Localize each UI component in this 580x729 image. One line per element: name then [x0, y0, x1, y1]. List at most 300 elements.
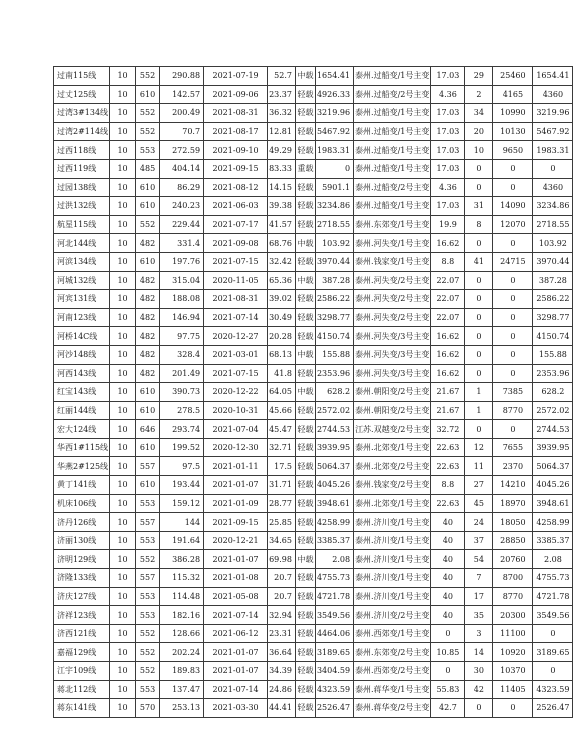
table-cell: 2020-12-27 — [204, 327, 268, 346]
table-row — [54, 494, 573, 513]
table-cell: 泰州.过船变/1号主变 — [354, 141, 431, 160]
table-cell: 253.13 — [160, 699, 204, 718]
table-cell: 10 — [110, 513, 136, 532]
table-cell: 30 — [465, 662, 493, 681]
table-cell: 64.05 — [268, 383, 296, 402]
table-cell: 40 — [431, 587, 465, 606]
table-row — [54, 85, 573, 104]
table-cell: 3939.95 — [315, 438, 353, 457]
table-cell: 22.63 — [431, 457, 465, 476]
table-cell: 5467.92 — [315, 122, 353, 141]
table-cell: 轻载 — [295, 531, 315, 550]
table-row — [54, 550, 573, 569]
table-cell: 泰州.东郊变/1号主变 — [354, 215, 431, 234]
table-cell: 泰州.北郊变/1号主变 — [354, 438, 431, 457]
table-cell: 3549.56 — [315, 606, 353, 625]
table-cell: 2021-07-15 — [204, 364, 268, 383]
table-cell: 4150.74 — [315, 327, 353, 346]
table-cell: 41.57 — [268, 215, 296, 234]
table-cell: 22.63 — [431, 494, 465, 513]
table-cell: 22.63 — [431, 438, 465, 457]
table-row — [54, 513, 573, 532]
table-cell: 泰州.过船变/1号主变 — [354, 122, 431, 141]
table-cell: 2021-01-07 — [204, 550, 268, 569]
table-cell: 12 — [465, 438, 493, 457]
table-cell: 36.32 — [268, 104, 296, 123]
table-cell: 5467.92 — [533, 122, 573, 141]
table-cell: 4360 — [533, 178, 573, 197]
table-cell: 0 — [493, 290, 533, 309]
table-cell: 188.08 — [160, 290, 204, 309]
table-cell: 济西121线 — [54, 624, 110, 643]
table-cell: 2021-07-15 — [204, 252, 268, 271]
table-cell: 2021-07-14 — [204, 308, 268, 327]
table-cell: 45.66 — [268, 401, 296, 420]
table-cell: 10 — [110, 345, 136, 364]
table-cell: 0 — [465, 271, 493, 290]
table-row — [54, 234, 573, 253]
table-cell: 2021-09-15 — [204, 513, 268, 532]
table-cell: 2021-06-12 — [204, 624, 268, 643]
table-cell: 0 — [465, 159, 493, 178]
table-cell: 泰州.朝阳变/2号主变 — [354, 383, 431, 402]
table-cell: 红宝143线 — [54, 383, 110, 402]
table-row — [54, 606, 573, 625]
table-cell: 河桥14C线 — [54, 327, 110, 346]
table-cell: 4258.99 — [533, 513, 573, 532]
table-cell: 8 — [465, 215, 493, 234]
table-cell: 45 — [465, 494, 493, 513]
table-cell: 40 — [431, 531, 465, 550]
table-cell: 5901.1 — [315, 178, 353, 197]
table-cell: 0 — [465, 420, 493, 439]
table-row — [54, 476, 573, 495]
table-cell: 轻载 — [295, 662, 315, 681]
table-cell: 泰州.北郊变/1号主变 — [354, 494, 431, 513]
table-cell: 159.12 — [160, 494, 204, 513]
table-cell: 97.5 — [160, 457, 204, 476]
table-cell: 10 — [110, 457, 136, 476]
table-cell: 10 — [110, 234, 136, 253]
table-row — [54, 290, 573, 309]
table-cell: 137.47 — [160, 680, 204, 699]
table-cell: 泰州.西郊变/2号主变 — [354, 662, 431, 681]
table-cell: 红丽144线 — [54, 401, 110, 420]
table-cell: 17.03 — [431, 141, 465, 160]
table-cell: 31 — [465, 197, 493, 216]
table-cell: 14.15 — [268, 178, 296, 197]
table-cell: 25.85 — [268, 513, 296, 532]
table-cell: 55.83 — [431, 680, 465, 699]
table-cell: 泰州.蒋华变/2号主变 — [354, 699, 431, 718]
table-cell: 10 — [110, 476, 136, 495]
table-cell: 轻载 — [295, 606, 315, 625]
table-row — [54, 699, 573, 718]
table-row — [54, 643, 573, 662]
table-cell: 3385.37 — [315, 531, 353, 550]
table-cell: 182.16 — [160, 606, 204, 625]
table-cell: 泰州.朝阳变/2号主变 — [354, 401, 431, 420]
table-cell: 轻载 — [295, 308, 315, 327]
table-cell: 10 — [110, 271, 136, 290]
table-cell: 23.37 — [268, 85, 296, 104]
table-cell: 过南115线 — [54, 67, 110, 86]
table-cell: 泰州.过船变/1号主变 — [354, 197, 431, 216]
table-cell: 10130 — [493, 122, 533, 141]
table-cell: 泰州.东郊变/2号主变 — [354, 643, 431, 662]
table-cell: 40 — [431, 550, 465, 569]
table-cell: 552 — [136, 550, 160, 569]
table-cell: 2021-09-08 — [204, 234, 268, 253]
table-cell: 45.47 — [268, 420, 296, 439]
table-cell: 40 — [431, 513, 465, 532]
table-cell: 0 — [431, 662, 465, 681]
table-row — [54, 383, 573, 402]
table-cell: 552 — [136, 215, 160, 234]
table-cell: 河沙148线 — [54, 345, 110, 364]
table-cell: 2021-08-12 — [204, 178, 268, 197]
table-cell: 20300 — [493, 606, 533, 625]
table-cell: 2572.02 — [315, 401, 353, 420]
table-cell: 10990 — [493, 104, 533, 123]
table-cell: 过湾3#134线 — [54, 104, 110, 123]
table-cell: 3948.61 — [533, 494, 573, 513]
table-cell: 4323.59 — [533, 680, 573, 699]
table-cell: 2021-08-31 — [204, 104, 268, 123]
table-cell: 28.77 — [268, 494, 296, 513]
table-cell: 37 — [465, 531, 493, 550]
table-cell: 14210 — [493, 476, 533, 495]
table-cell: 0 — [493, 327, 533, 346]
table-cell: 482 — [136, 345, 160, 364]
table-cell: 0 — [465, 234, 493, 253]
table-row — [54, 327, 573, 346]
table-cell: 3939.95 — [533, 438, 573, 457]
table-cell: 4755.73 — [315, 569, 353, 588]
table-cell: 2021-01-07 — [204, 476, 268, 495]
table-cell: 31.71 — [268, 476, 296, 495]
table-cell: 552 — [136, 624, 160, 643]
table-cell: 19.9 — [431, 215, 465, 234]
table-cell: 泰州.河失变/1号主变 — [354, 234, 431, 253]
table-cell: 16.62 — [431, 345, 465, 364]
table-cell: 机床106线 — [54, 494, 110, 513]
table-cell: 泰州.济川变/1号主变 — [354, 569, 431, 588]
table-cell: 4721.78 — [533, 587, 573, 606]
table-cell: 482 — [136, 364, 160, 383]
table-cell: 轻载 — [295, 197, 315, 216]
table-cell: 2.08 — [533, 550, 573, 569]
table-cell: 0 — [431, 624, 465, 643]
table-cell: 482 — [136, 234, 160, 253]
table-cell: 济隆133线 — [54, 569, 110, 588]
table-cell: 3298.77 — [315, 308, 353, 327]
table-cell: 10 — [110, 662, 136, 681]
table-cell: 0 — [465, 345, 493, 364]
table-cell: 3404.59 — [315, 662, 353, 681]
table-cell: 23.31 — [268, 624, 296, 643]
table-cell: 4.36 — [431, 85, 465, 104]
table-cell: 2021-01-11 — [204, 457, 268, 476]
table-cell: 17.03 — [431, 122, 465, 141]
table-cell: 2021-03-01 — [204, 345, 268, 364]
table-cell: 10 — [110, 252, 136, 271]
table-row — [54, 197, 573, 216]
table-cell: 2021-08-31 — [204, 290, 268, 309]
table-cell: 10 — [110, 494, 136, 513]
table-cell: 轻载 — [295, 569, 315, 588]
table-cell: 0 — [493, 178, 533, 197]
table-cell: 泰州.济川变/1号主变 — [354, 550, 431, 569]
table-cell: 轻载 — [295, 438, 315, 457]
table-cell: 10 — [110, 122, 136, 141]
table-cell: 16.62 — [431, 234, 465, 253]
table-cell: 14 — [465, 643, 493, 662]
table-cell: 2020-11-05 — [204, 271, 268, 290]
table-cell: 21.67 — [431, 401, 465, 420]
table-cell: 轻载 — [295, 327, 315, 346]
table-cell: 10 — [110, 587, 136, 606]
table-cell: 20.7 — [268, 587, 296, 606]
table-cell: 199.52 — [160, 438, 204, 457]
table-cell: 293.74 — [160, 420, 204, 439]
table-cell: 272.59 — [160, 141, 204, 160]
table-cell: 0 — [493, 699, 533, 718]
table-cell: 40 — [431, 606, 465, 625]
table-cell: 0 — [465, 308, 493, 327]
table-cell: 3219.96 — [533, 104, 573, 123]
table-cell: 2021-06-03 — [204, 197, 268, 216]
table-cell: 2021-01-07 — [204, 643, 268, 662]
table-cell: 3189.65 — [533, 643, 573, 662]
table-cell: 轻载 — [295, 587, 315, 606]
table-row — [54, 159, 573, 178]
table-cell: 泰州.西郊变/1号主变 — [354, 624, 431, 643]
table-cell: 泰州.河失变/3号主变 — [354, 364, 431, 383]
table-cell: 宏大124线 — [54, 420, 110, 439]
table-cell: 65.36 — [268, 271, 296, 290]
table-cell: 36.64 — [268, 643, 296, 662]
table-cell: 10 — [110, 327, 136, 346]
table-cell: 泰州.济川变/1号主变 — [354, 531, 431, 550]
table-row — [54, 438, 573, 457]
table-cell: 泰州.过船变/1号主变 — [354, 67, 431, 86]
table-cell: 485 — [136, 159, 160, 178]
table-cell: 中载 — [295, 345, 315, 364]
table-cell: 黄丁141线 — [54, 476, 110, 495]
table-cell: 8.8 — [431, 476, 465, 495]
table-cell: 610 — [136, 85, 160, 104]
table-cell: 0 — [493, 271, 533, 290]
table-cell: 4721.78 — [315, 587, 353, 606]
table-cell: 2021-09-06 — [204, 85, 268, 104]
table-cell: 济丹126线 — [54, 513, 110, 532]
table-cell: 泰州.北郊变/2号主变 — [354, 457, 431, 476]
table-cell: 过西118线 — [54, 141, 110, 160]
table-cell: 轻载 — [295, 141, 315, 160]
table-cell: 轻载 — [295, 401, 315, 420]
table-cell: 重载 — [295, 159, 315, 178]
table-cell: 482 — [136, 327, 160, 346]
table-cell: 103.92 — [315, 234, 353, 253]
table-cell: 河宾131线 — [54, 290, 110, 309]
table-cell: 泰州.济川变/1号主变 — [354, 587, 431, 606]
table-cell: 轻载 — [295, 476, 315, 495]
table-cell: 197.76 — [160, 252, 204, 271]
table-cell: 32.42 — [268, 252, 296, 271]
table-cell: 1 — [465, 401, 493, 420]
table-cell: 191.64 — [160, 531, 204, 550]
table-cell: 10 — [110, 606, 136, 625]
table-cell: 河西143线 — [54, 364, 110, 383]
table-row — [54, 308, 573, 327]
table-cell: 70.7 — [160, 122, 204, 141]
table-cell: 3948.61 — [315, 494, 353, 513]
table-cell: 610 — [136, 401, 160, 420]
table-cell: 142.57 — [160, 85, 204, 104]
table-row — [54, 178, 573, 197]
table-cell: 10 — [110, 420, 136, 439]
table-cell: 482 — [136, 308, 160, 327]
table-cell: 轻载 — [295, 699, 315, 718]
table-cell: 557 — [136, 457, 160, 476]
table-cell: 35 — [465, 606, 493, 625]
table-cell: 过洪132线 — [54, 197, 110, 216]
table-cell: 10 — [110, 364, 136, 383]
table-cell: 0 — [465, 699, 493, 718]
table-cell: 2021-09-15 — [204, 159, 268, 178]
table-cell: 蒋北112线 — [54, 680, 110, 699]
table-body — [54, 67, 573, 718]
table-cell: 2021-07-14 — [204, 606, 268, 625]
table-cell: 24 — [465, 513, 493, 532]
table-cell: 华燕2#125线 — [54, 457, 110, 476]
table-cell: 泰州.济川变/1号主变 — [354, 513, 431, 532]
table-cell: 3234.86 — [315, 197, 353, 216]
table-cell: 115.32 — [160, 569, 204, 588]
table-cell: 10 — [465, 141, 493, 160]
table-cell: 17 — [465, 587, 493, 606]
table-cell: 552 — [136, 662, 160, 681]
table-cell: 4258.99 — [315, 513, 353, 532]
table-cell: 2526.47 — [533, 699, 573, 718]
table-cell: 0 — [465, 178, 493, 197]
table-row — [54, 67, 573, 86]
table-cell: 25460 — [493, 67, 533, 86]
table-cell: 14090 — [493, 197, 533, 216]
table-row — [54, 401, 573, 420]
table-cell: 18970 — [493, 494, 533, 513]
table-cell: 557 — [136, 513, 160, 532]
table-cell: 4165 — [493, 85, 533, 104]
table-cell: 8700 — [493, 569, 533, 588]
table-cell: 4360 — [533, 85, 573, 104]
table-cell: 2586.22 — [315, 290, 353, 309]
table-cell: 83.33 — [268, 159, 296, 178]
table-cell: 2353.96 — [315, 364, 353, 383]
table-cell: 610 — [136, 178, 160, 197]
table-cell: 240.23 — [160, 197, 204, 216]
table-cell: 泰州.河失变/2号主变 — [354, 271, 431, 290]
table-cell: 29 — [465, 67, 493, 86]
table-cell: 4926.33 — [315, 85, 353, 104]
table-cell: 7 — [465, 569, 493, 588]
table-row — [54, 215, 573, 234]
table-cell: 1 — [465, 383, 493, 402]
table-cell: 646 — [136, 420, 160, 439]
table-cell: 278.5 — [160, 401, 204, 420]
table-cell: 20 — [465, 122, 493, 141]
table-cell: 387.28 — [315, 271, 353, 290]
table-cell: 10 — [110, 438, 136, 457]
table-cell: 628.2 — [315, 383, 353, 402]
table-cell: 144 — [160, 513, 204, 532]
table-cell: 155.88 — [315, 345, 353, 364]
table-row — [54, 569, 573, 588]
table-cell: 江苏.双越变/2号主变 — [354, 420, 431, 439]
table-cell: 315.04 — [160, 271, 204, 290]
table-cell: 22.07 — [431, 308, 465, 327]
table-cell: 386.28 — [160, 550, 204, 569]
table-cell: 泰州.河失变/2号主变 — [354, 290, 431, 309]
table-cell: 3234.86 — [533, 197, 573, 216]
table-cell: 34.65 — [268, 531, 296, 550]
table-cell: 12070 — [493, 215, 533, 234]
table-cell: 146.94 — [160, 308, 204, 327]
table-cell: 10 — [110, 67, 136, 86]
table-cell: 328.4 — [160, 345, 204, 364]
table-row — [54, 457, 573, 476]
table-cell: 泰州.钱家变/1号主变 — [354, 252, 431, 271]
table-row — [54, 420, 573, 439]
table-cell: 轻载 — [295, 624, 315, 643]
table-cell: 553 — [136, 531, 160, 550]
table-cell: 17.03 — [431, 197, 465, 216]
table-row — [54, 104, 573, 123]
table-cell: 1654.41 — [533, 67, 573, 86]
table-cell: 2020-12-22 — [204, 383, 268, 402]
table-cell: 济祥123线 — [54, 606, 110, 625]
table-cell: 27 — [465, 476, 493, 495]
table-cell: 552 — [136, 67, 160, 86]
table-cell: 10 — [110, 531, 136, 550]
table-cell: 2021-01-07 — [204, 662, 268, 681]
table-cell: 553 — [136, 141, 160, 160]
table-cell: 0 — [465, 290, 493, 309]
table-cell: 41 — [465, 252, 493, 271]
table-cell: 0 — [533, 159, 573, 178]
table-cell: 69.98 — [268, 550, 296, 569]
table-cell: 9650 — [493, 141, 533, 160]
table-cell: 52.7 — [268, 67, 296, 86]
table-cell: 3189.65 — [315, 643, 353, 662]
table-cell: 553 — [136, 680, 160, 699]
table-cell: 10 — [110, 159, 136, 178]
table-cell: 1654.41 — [315, 67, 353, 86]
table-cell: 12.81 — [268, 122, 296, 141]
table-cell: 泰州.过船变/1号主变 — [354, 104, 431, 123]
table-cell: 江宇109线 — [54, 662, 110, 681]
table-cell: 泰州.过船变/2号主变 — [354, 178, 431, 197]
table-cell: 34 — [465, 104, 493, 123]
table-cell: 8.8 — [431, 252, 465, 271]
table-cell: 24715 — [493, 252, 533, 271]
table-cell: 0 — [465, 364, 493, 383]
table-row — [54, 531, 573, 550]
table-cell: 泰州.河失变/3号主变 — [354, 345, 431, 364]
table-cell: 3219.96 — [315, 104, 353, 123]
table-cell: 3549.56 — [533, 606, 573, 625]
